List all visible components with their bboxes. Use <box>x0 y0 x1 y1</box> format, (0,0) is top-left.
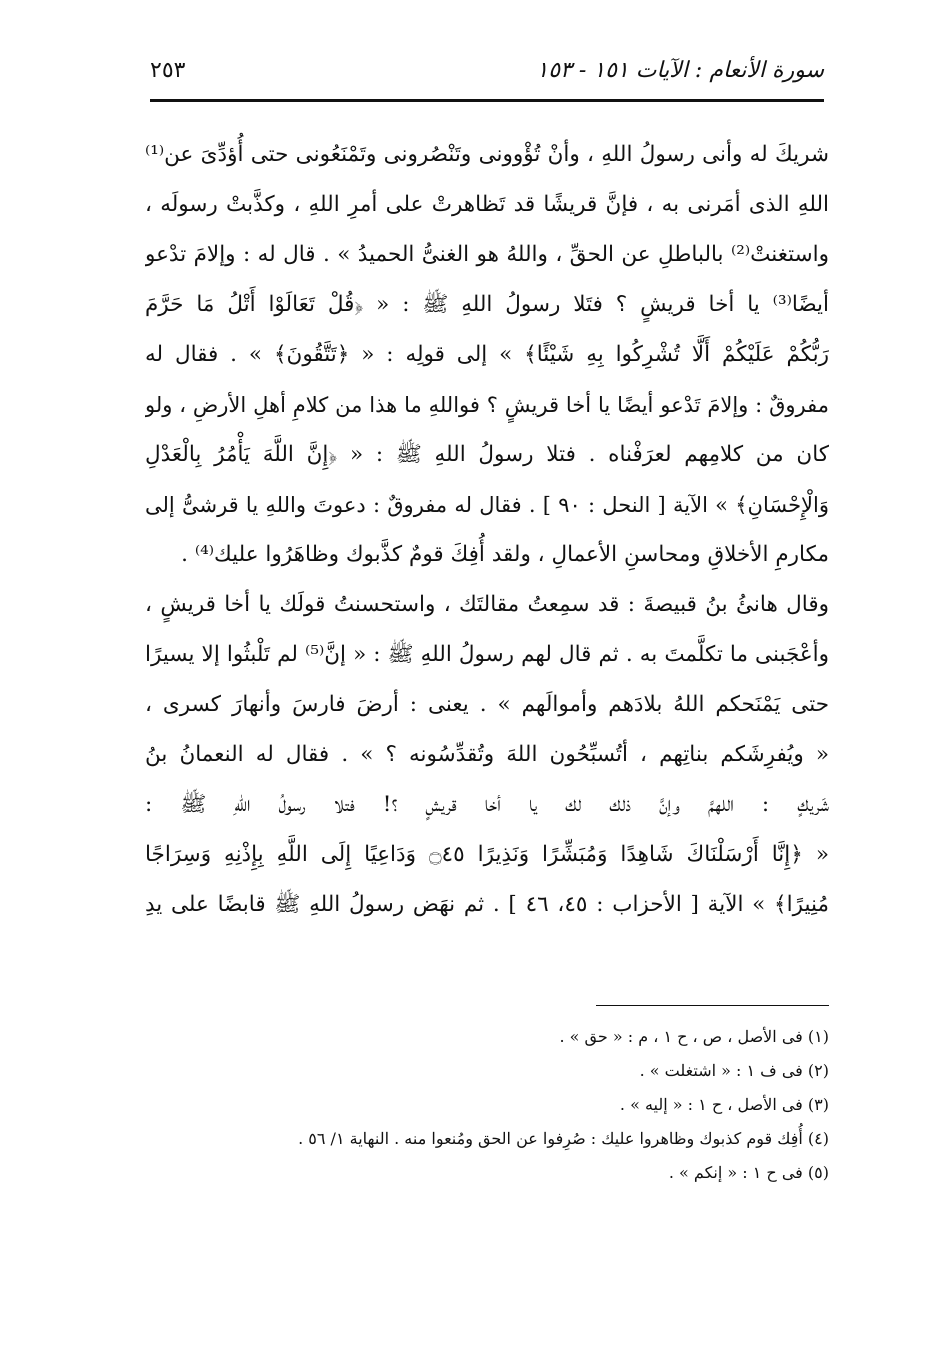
footnote: (٤) أُفِك قوم كذبوك وظاهروا عليك : صُرِفوا عن الحق ومُنعوا منه . النهاية ١/ ٥٦ . <box>298 1129 829 1148</box>
text-line: واستغنتْ⁽²⁾ بالباطلِ عن الحقِّ ، واللهُ هو الغنىُّ الحميدُ » . قال له : وإلامَ تدْعو <box>145 242 829 267</box>
footnote: (٥) فى ح ١ : « إنكم » . <box>668 1163 829 1182</box>
text-line: رَبُّكُمْ عَلَيْكُمْ أَلَّا تُشْرِكُوا بِهِ شَيْئًا﴾ » إلى قولِه : « ﴿تَتَّقُونَ﴾ » . فقال له <box>145 342 829 367</box>
main-text <box>145 130 829 930</box>
footnote: (٢) فى ف ١ : « اشتغلت » . <box>639 1061 829 1080</box>
text-line: أيضًا⁽³⁾ يا أخا قريشٍ ؟ فتَلا رسولُ اللهِ ﷺ : « ﴿قُلْ تَعَالَوْا أَتْلُ مَا حَرَّمَ <box>145 292 829 317</box>
text-line: مكارمِ الأخلاقِ ومحاسنِ الأعمالِ ، ولقد أُفِكَ قومٌ كذَّبوك وظاهَرُوا عليك⁽⁴⁾ . <box>181 542 829 567</box>
text-line: شَريكٍ : اللهمَّ وإنَّ ذلك لك يا أخا قريشٍ ؟! فتلا رسولُ اللهِ ﷺ : <box>145 792 829 817</box>
text-line: حتى يَمْنَحكم اللهُ بلادَهم وأموالَهم » . يعنى : أرضَ فارسَ وأنهارَ كسرى ، <box>145 692 829 717</box>
text-line: مفروقٌ : وإلامَ تَدْعو أيضًا يا أخا قريشٍ ؟ فواللهِ ما هذا من كلامِ أهلِ الأرضِ ، ولو <box>145 393 829 417</box>
page-number: ٢٥٣ <box>150 58 186 83</box>
text-line: « ويُفرِشَكم بناتِهم ، أتُسبِّحُون اللهَ وتُقدِّسُونه ؟ » . فقال له النعمانُ بنُ <box>145 742 829 767</box>
text-line: « ﴿إِنَّا أَرْسَلْنَاكَ شَاهِدًا وَمُبَشِّرًا وَنَذِيرًا ۝٤٥ وَدَاعِيًا إِلَى اللَّهِ بِإِذْنِهِ وَسِرَاجًا <box>145 842 829 867</box>
footnote-separator <box>596 1005 829 1006</box>
text-line: شريكَ له وأنى رسولُ اللهِ ، وأنْ تُؤْوونى وتَنْصُرونى وتَمْنَعُونى حتى أُؤدِّىَ عن⁽¹⁾ <box>145 142 829 167</box>
footnote: (١) فى الأصل ، ص ، ح ١ ، م : « حق » . <box>559 1027 829 1046</box>
text-line: مُنِيرًا﴾ » الآية [ الأحزاب : ٤٥، ٤٦ ] . ثم نهَض رسولُ اللهِ ﷺ قابضًا على يدِ <box>145 892 829 917</box>
header-rule <box>150 99 824 102</box>
text-line: كان من كلامِهم لعرَفْناه . فتلا رسولُ اللهِ ﷺ : « ﴿إِنَّ اللَّهَ يَأْمُرُ بِالْعَدْلِ <box>145 442 829 467</box>
text-line: وَالْإِحْسَانِ﴾ » الآية [ النحل : ٩٠ ] . فقال له مفروقٌ : دعوتَ واللهِ يا قرشىُّ إلى <box>145 493 829 517</box>
footnotes <box>240 1020 829 1190</box>
footnote: (٣) فى الأصل ، ح ١ : « إليه » . <box>619 1095 829 1114</box>
text-line: اللهِ الذى أمَرنى به ، فإنَّ قريشًا قد تَظاهرتْ على أمرِ اللهِ ، وكذَّبتْ رسولَه ، <box>145 192 829 217</box>
running-header <box>150 52 824 96</box>
text-line: وقال هانئُ بنُ قبيصةَ : قد سمِعتُ مقالتَك ، واستحسنتُ قولَك يا أخا قريشٍ ، <box>145 592 829 617</box>
text-line: وأعْجَبنى ما تكلَّمتَ به . ثم قال لهم رسولُ اللهِ ﷺ : « إنَّ⁽⁵⁾ لم تَلْبثُوا إلا يسيرًا <box>145 642 829 667</box>
header-title: سورة الأنعام : الآيات ١٥١ - ١٥٣ <box>536 58 824 83</box>
